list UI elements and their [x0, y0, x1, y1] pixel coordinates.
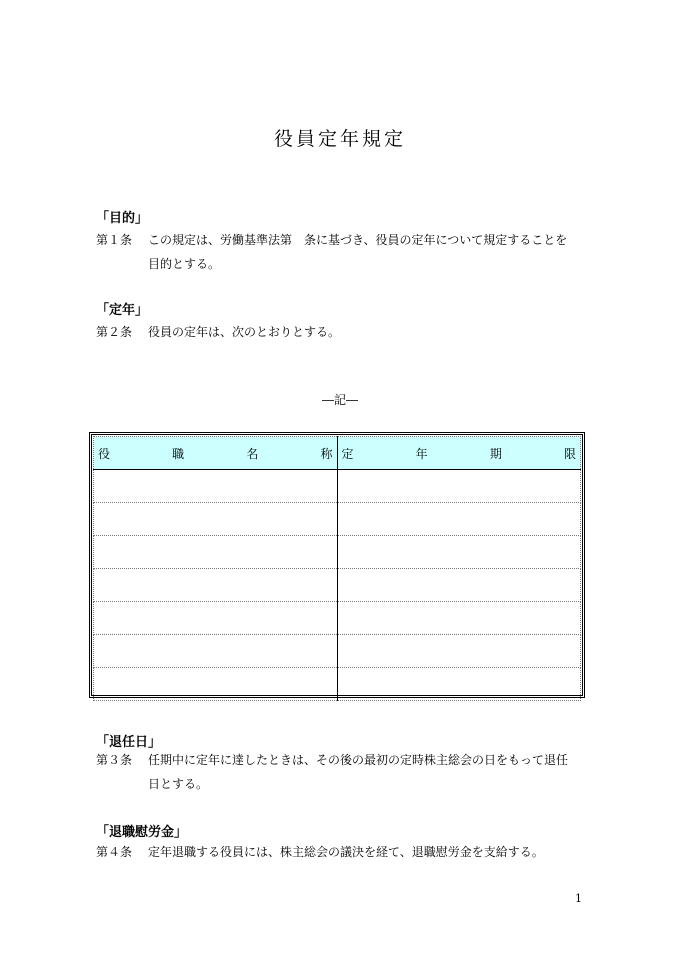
- article-text: 任期中に定年に達したときは、その後の最初の定時株主総会の日をもって退任: [148, 753, 569, 767]
- header-char: 役: [98, 446, 111, 461]
- article-number: 第２条: [96, 325, 133, 339]
- ki-marker: ―記―: [321, 393, 358, 407]
- table-cell: [337, 470, 581, 503]
- retirement-table: [89, 432, 585, 698]
- article-4: [96, 840, 544, 864]
- article-number: 第３条: [96, 753, 133, 767]
- table-row: [94, 635, 581, 668]
- heading-retirement-age: 「定年」: [96, 303, 149, 318]
- article-number: 第４条: [96, 845, 133, 859]
- table-cell: [337, 503, 581, 536]
- header-char: 期: [489, 446, 502, 461]
- table-cell: [94, 635, 338, 668]
- heading-severance-pay: 「退職慰労金」: [96, 825, 188, 840]
- table-cell: [337, 569, 581, 602]
- header-char: 職: [172, 446, 185, 461]
- article-text: この規定は、労働基準法第 条に基づき、役員の定年について規定することを: [148, 233, 568, 247]
- table-cell: [94, 503, 338, 536]
- table-cell: [94, 470, 338, 503]
- article-text-continued: 目的とする。: [148, 257, 221, 271]
- article-text: 定年退職する役員には、株主総会の議決を経て、退職慰労金を支給する。: [148, 845, 544, 859]
- header-char: 名: [246, 446, 259, 461]
- article-3: [96, 748, 568, 796]
- table-row: [94, 503, 581, 536]
- table-cell: [337, 602, 581, 635]
- table-row: [94, 602, 581, 635]
- table-cell: [337, 635, 581, 668]
- heading-retirement-date: 「退任日」: [96, 735, 162, 750]
- heading-purpose: 「目的」: [96, 211, 149, 226]
- table-cell: [94, 602, 338, 635]
- article-text-continued: 日とする。: [148, 777, 209, 791]
- table-header-row: [94, 437, 581, 470]
- header-retirement-limit: [337, 437, 581, 470]
- table-cell: [337, 668, 581, 701]
- table-cell: [94, 536, 338, 569]
- table-cell: [94, 668, 338, 701]
- table-cell: [337, 536, 581, 569]
- article-2: [96, 320, 340, 344]
- table-row: [94, 569, 581, 602]
- page-number: 1: [575, 892, 582, 905]
- table-row: [94, 470, 581, 503]
- table-cell: [94, 569, 338, 602]
- article-number: 第１条: [96, 233, 133, 247]
- table-row: [94, 668, 581, 701]
- header-char: 定: [341, 446, 354, 461]
- header-char: 称: [320, 446, 333, 461]
- header-char: 年: [415, 446, 428, 461]
- header-char: 限: [563, 446, 576, 461]
- header-position-title: [94, 437, 338, 470]
- table-row: [94, 536, 581, 569]
- article-text: 役員の定年は、次のとおりとする。: [148, 325, 341, 339]
- article-1: [96, 228, 567, 276]
- document-title: 役員定年規定: [273, 128, 406, 150]
